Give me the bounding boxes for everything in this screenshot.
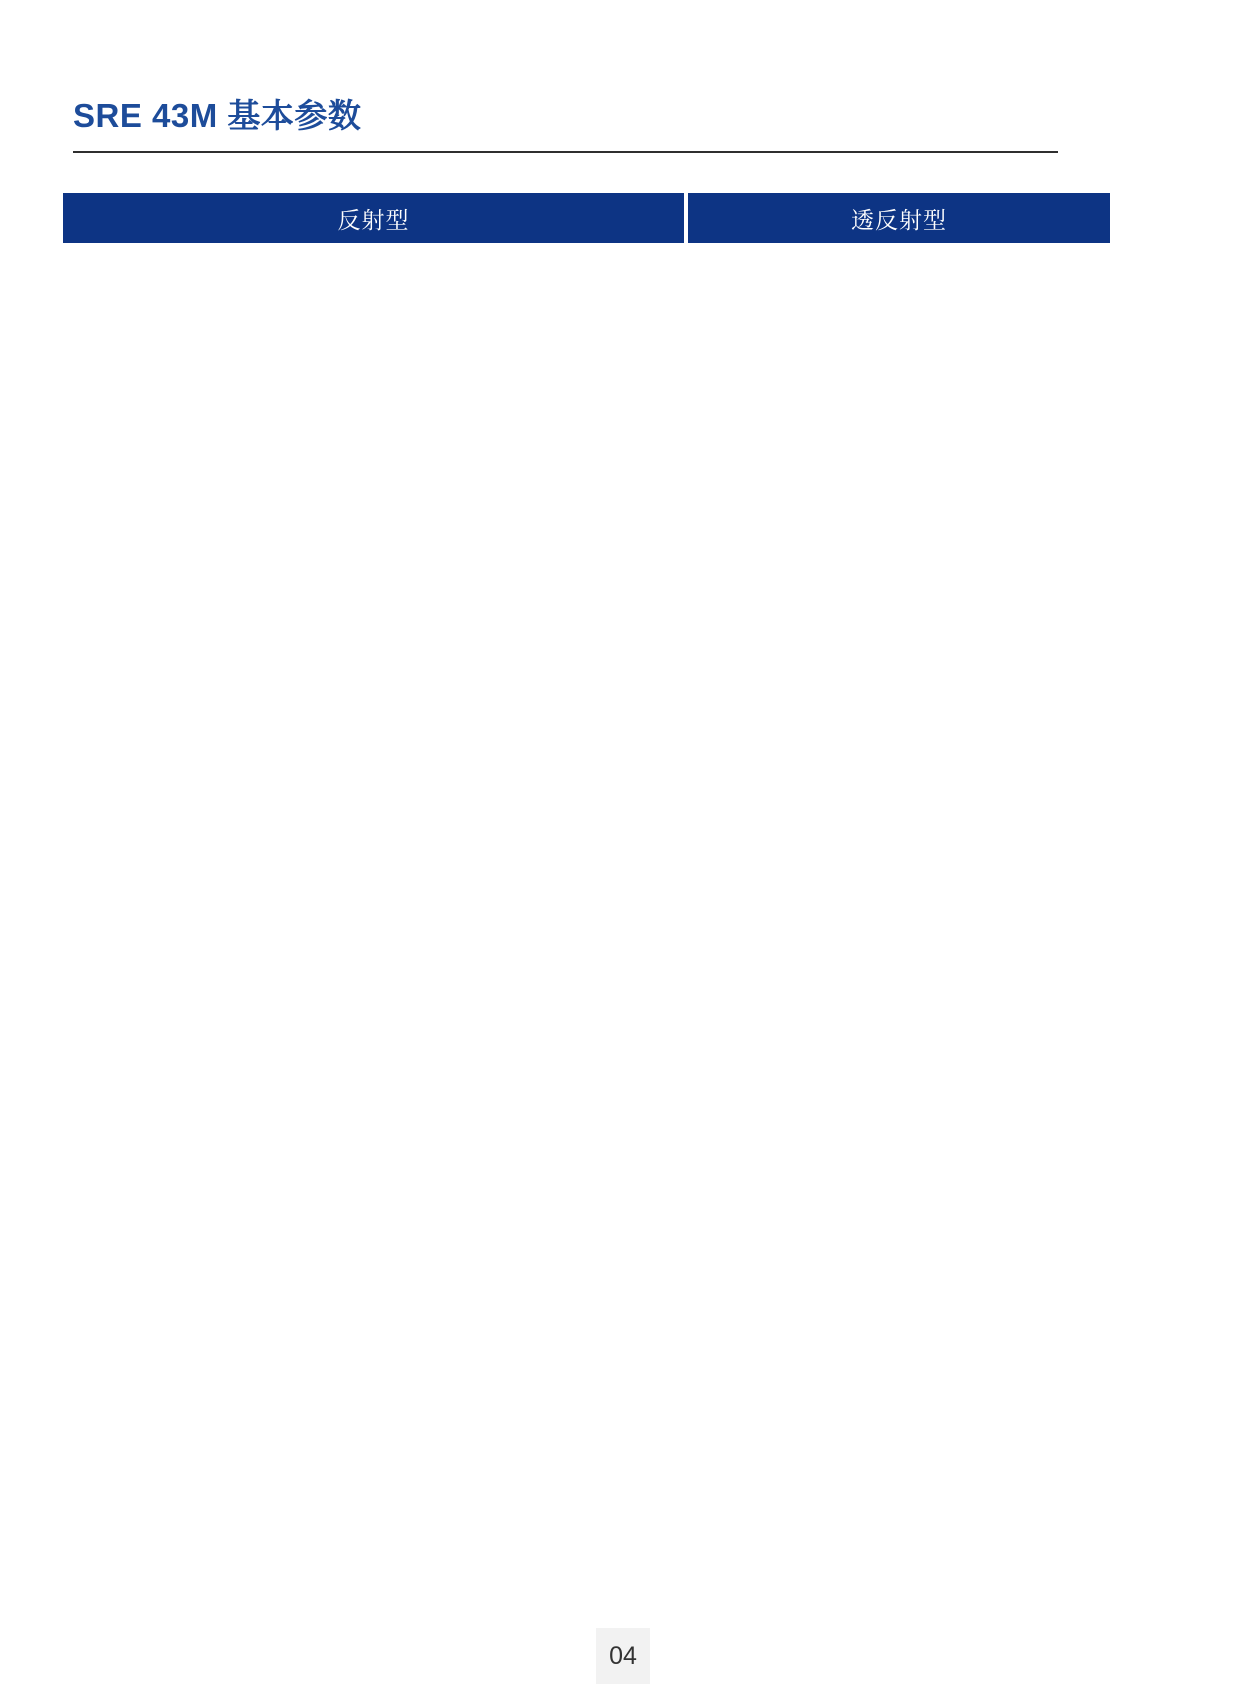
column-header-trans-reflective: 透反射型 [688, 193, 1110, 243]
page-number: 04 [596, 1628, 650, 1684]
table-header-row [63, 193, 1110, 243]
page-title: SRE 43M 基本参数 [73, 97, 362, 134]
column-header-reflective: 反射型 [63, 193, 684, 243]
spec-table [63, 193, 1110, 246]
title-underline [73, 151, 1058, 153]
